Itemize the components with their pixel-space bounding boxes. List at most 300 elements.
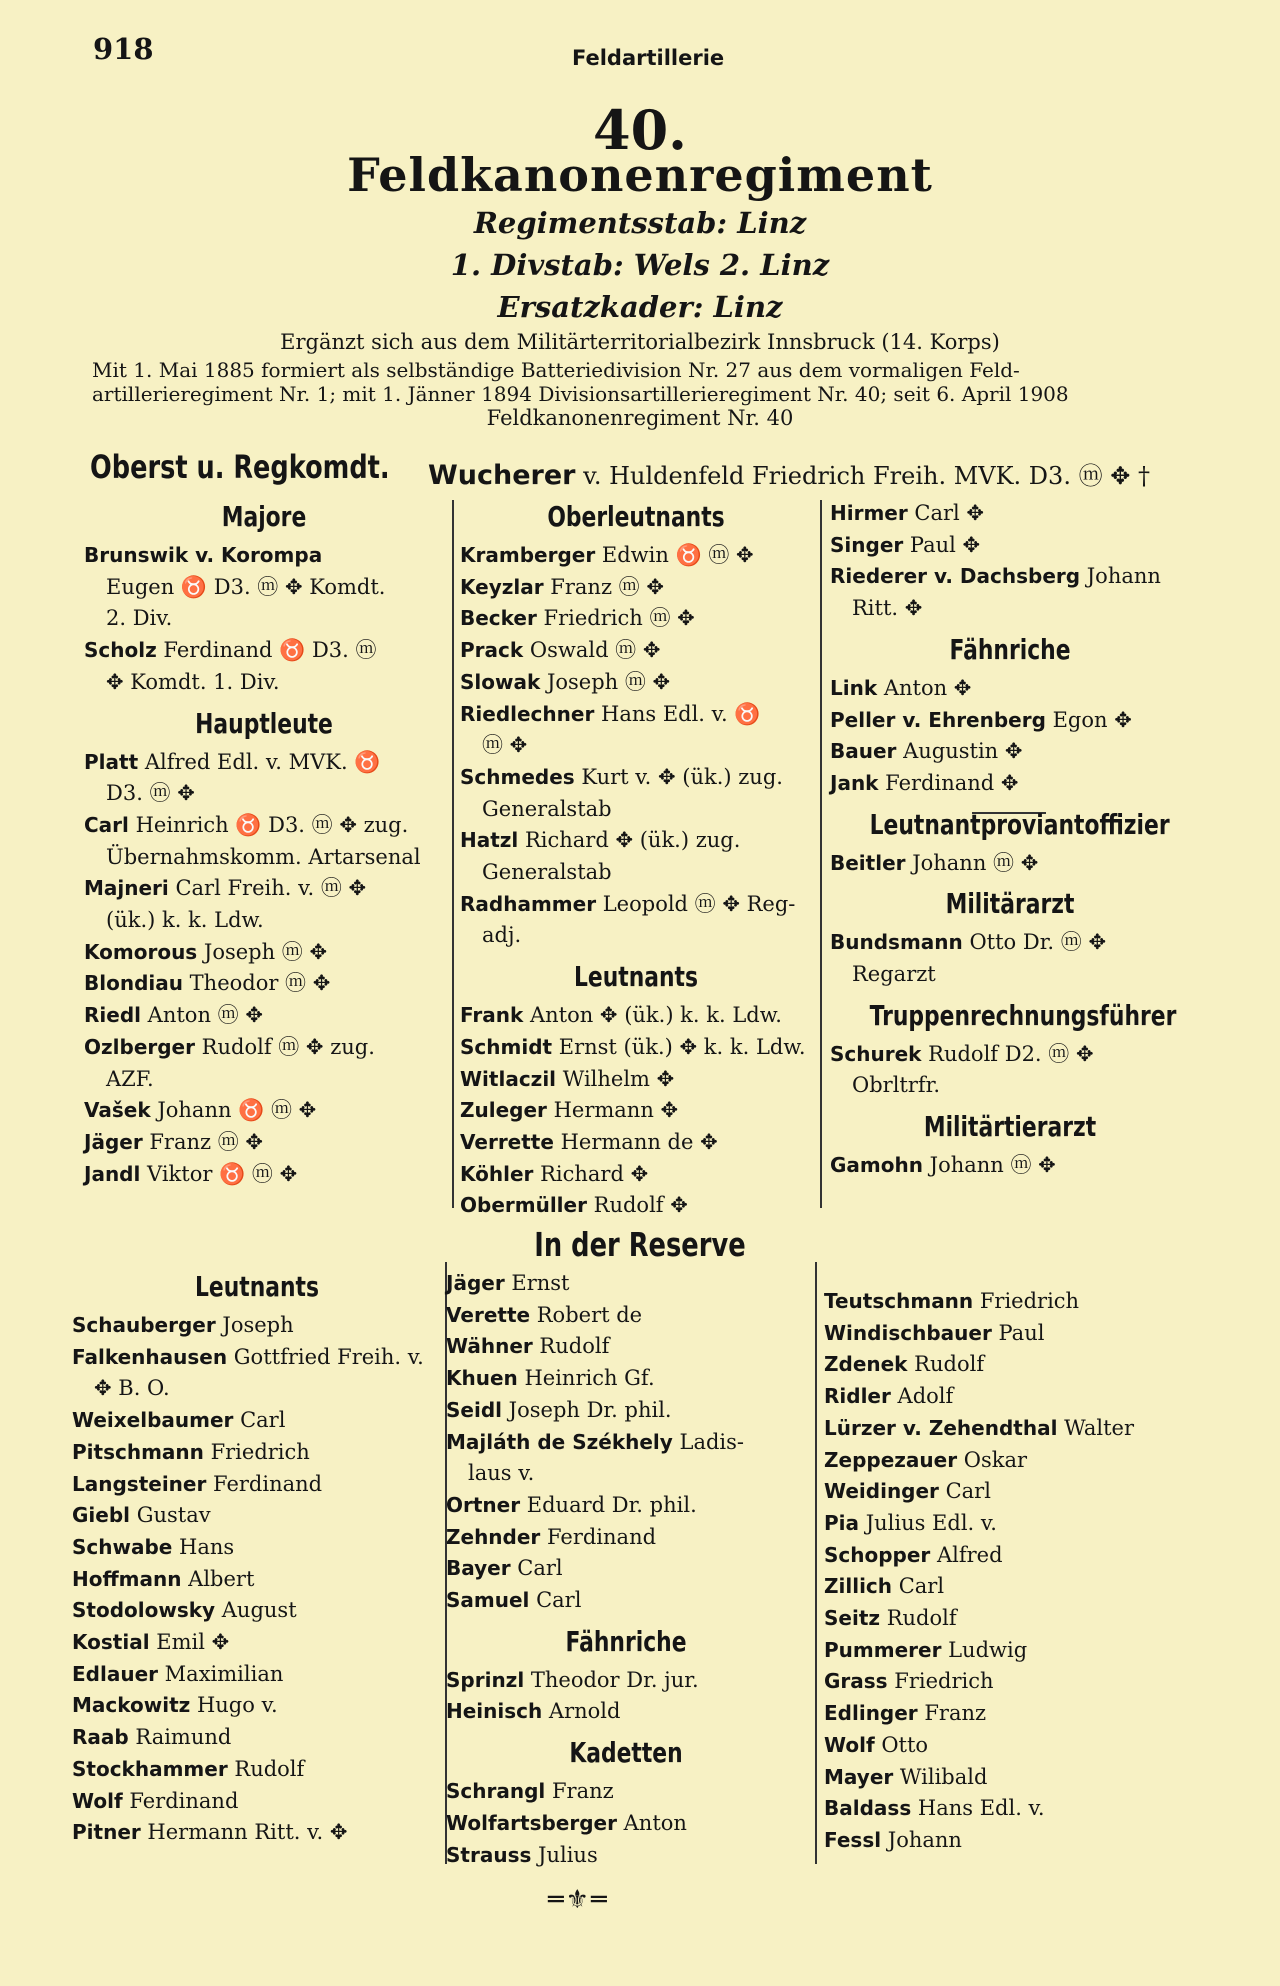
column-leutnants-cont <box>830 498 1190 1182</box>
entry-continuation: Obrltrfr. <box>852 1073 941 1098</box>
surname: Blondiau <box>84 971 183 996</box>
entry-continuation: Regarzt <box>852 962 936 987</box>
section-heading: Oberleutnants <box>547 500 725 533</box>
surname: Singer <box>830 532 904 557</box>
entry-details: Heinrich Gf. <box>517 1366 655 1391</box>
roster-entry <box>460 1064 812 1096</box>
reserve-heading: In der Reserve <box>534 1225 746 1264</box>
entry-continuation: laus v. <box>468 1461 535 1486</box>
entry-details: Hans Edl. v. <box>911 1796 1045 1821</box>
surname: Khuen <box>446 1366 518 1391</box>
roster-entry <box>84 540 444 572</box>
entry-continuation: Generalstab <box>482 796 612 821</box>
surname: Wolf <box>824 1732 875 1757</box>
roster-entry <box>84 1159 444 1191</box>
surname: Wähner <box>446 1334 533 1359</box>
entry-details: Carl <box>892 1574 945 1599</box>
entry-details: Alfred <box>930 1542 1003 1567</box>
commander-name: Wucherer <box>428 460 576 491</box>
entry-continuation: Generalstab <box>482 860 612 885</box>
entry-details: Johann ⓜ ✥ <box>905 850 1039 875</box>
roster-entry <box>460 1095 812 1127</box>
roster-entry <box>824 1603 1184 1635</box>
entry-continuation: Übernahmskomm. Artarsenal <box>106 844 421 869</box>
column-rule <box>815 1262 817 1864</box>
surname: Brunswik v. Korompa <box>84 543 323 567</box>
surname: Schopper <box>824 1542 931 1567</box>
surname: Mackowitz <box>72 1693 191 1718</box>
roster-entry <box>460 1000 812 1032</box>
entry-continuation: ✥ Komdt. 1. Div. <box>106 669 280 694</box>
roster-entry <box>460 1127 812 1159</box>
entry-details: Edwin ♉ ⓜ ✥ <box>595 543 754 567</box>
surname: Obermüller <box>460 1193 587 1218</box>
roster-entry <box>72 1659 442 1691</box>
entry-details: Maximilian <box>158 1661 284 1686</box>
section-heading: Leutnants <box>574 960 698 994</box>
entry-details: Friedrich <box>887 1669 994 1694</box>
roster-entry <box>824 1413 1184 1445</box>
entry-details: Ferdinand ✥ <box>878 770 1019 795</box>
roster-entry <box>830 498 1190 530</box>
surname: Jandl <box>84 1161 141 1186</box>
surname: Raab <box>72 1725 129 1750</box>
section-heading: Truppenrechnungsführer <box>869 998 1177 1032</box>
surname: Baldass <box>824 1796 912 1821</box>
roster-entry <box>72 1532 442 1564</box>
surname: Weidinger <box>824 1479 939 1504</box>
entry-continuation: (ük.) k. k. Ldw. <box>106 908 264 933</box>
roster-entry <box>830 1150 1190 1182</box>
entry-details: Friedrich <box>973 1289 1080 1313</box>
entry-details: Arnold <box>542 1699 621 1724</box>
entry-details: Emil ✥ <box>149 1630 230 1655</box>
surname: Pitschmann <box>72 1439 204 1464</box>
entry-details: Carl ✥ <box>907 501 985 525</box>
running-head: Feldartillerie <box>572 46 725 70</box>
column-oberleutnants <box>460 492 812 1222</box>
surname: Hatzl <box>460 828 519 853</box>
entry-continuation: ✥ B. O. <box>94 1376 170 1401</box>
entry-details: Albert <box>181 1566 255 1591</box>
entry-details: Leopold ⓜ ✥ Reg- <box>596 891 796 916</box>
roster-entry <box>446 1522 806 1554</box>
surname: Scholz <box>84 638 157 663</box>
entry-details: Hans <box>172 1534 235 1559</box>
surname: Jäger <box>84 1129 143 1154</box>
column-reserve-3 <box>824 1286 1184 1857</box>
regiment-name: Feldkanonenregiment <box>347 148 933 202</box>
roster-entry <box>460 1032 812 1064</box>
roster-entry <box>84 1000 444 1032</box>
column-staff-officers <box>84 492 444 1190</box>
surname: Hoffmann <box>72 1566 182 1591</box>
surname: Sprinzl <box>446 1667 525 1692</box>
roster-entry <box>824 1825 1184 1857</box>
history-line: Feldkanonenregiment Nr. 40 <box>486 406 794 430</box>
entry-details: Oswald ⓜ ✥ <box>523 638 661 663</box>
entry-continuation: Eugen ♉ D3. ⓜ ✥ Komdt. <box>106 574 386 599</box>
column-rule <box>452 500 454 1208</box>
entry-details: Carl <box>938 1479 991 1504</box>
surname: Platt <box>84 749 139 774</box>
entry-details: Julius Edl. v. <box>859 1510 997 1535</box>
roster-entry <box>72 1310 442 1342</box>
roster-entry <box>824 1635 1184 1667</box>
entry-details: Ernst (ük.) ✥ k. k. Ldw. <box>552 1034 806 1059</box>
entry-details: Johann ⓜ ✥ <box>922 1153 1056 1178</box>
recruitment-note: Ergänzt sich aus dem Militärterritorialbezirk Innsbruck (14. Korps) <box>280 330 1000 354</box>
roster-entry <box>460 603 812 635</box>
surname: Verette <box>446 1302 531 1327</box>
entry-details: Joseph Dr. phil. <box>502 1397 672 1422</box>
roster-entry <box>72 1469 442 1501</box>
entry-continuation: ⓜ ✥ <box>482 733 528 758</box>
roster-entry <box>460 889 812 921</box>
entry-details: Theodor ⓜ ✥ <box>182 971 331 996</box>
surname: Jank <box>830 770 879 795</box>
roster-entry <box>824 1476 1184 1508</box>
entry-details: Anton <box>616 1810 687 1835</box>
entry-details: Friedrich ⓜ ✥ <box>536 606 695 631</box>
entry-details: Otto Dr. ⓜ ✥ <box>962 930 1107 955</box>
roster-entry <box>72 1754 442 1786</box>
surname: Edlauer <box>72 1661 158 1686</box>
history-line: Mit 1. Mai 1885 formiert als selbständige Batteriedivision Nr. 27 aus dem vormaligen Feld- <box>92 358 1020 382</box>
entry-details: Raimund <box>128 1725 232 1750</box>
roster-entry <box>830 705 1190 737</box>
entry-details: Rudolf <box>880 1606 957 1631</box>
regiment-number: 40. <box>593 98 687 162</box>
entry-details: Carl Freih. v. ⓜ ✥ <box>168 876 367 901</box>
roster-entry <box>460 667 812 699</box>
roster-entry <box>72 1690 442 1722</box>
section-heading: Fähnriche <box>949 632 1071 666</box>
surname: Kostial <box>72 1630 150 1655</box>
roster-entry <box>824 1540 1184 1572</box>
entry-details: Julius <box>531 1842 598 1867</box>
entry-continuation: 2. Div. <box>106 606 173 631</box>
surname: Fessl <box>824 1827 882 1852</box>
section-heading: Leutnantproviantoffizier <box>869 807 1170 841</box>
entry-details: Robert de <box>530 1302 643 1327</box>
section-heading: Majore <box>221 500 307 533</box>
roster-entry <box>446 1776 806 1808</box>
surname: Schmidt <box>460 1034 553 1059</box>
surname: Frank <box>460 1003 524 1028</box>
surname: Teutschmann <box>824 1289 974 1313</box>
surname: Zillich <box>824 1574 893 1599</box>
roster-entry <box>72 1437 442 1469</box>
entry-details: Paul ✥ <box>903 532 981 557</box>
column-rule <box>820 500 822 1208</box>
roster-entry <box>824 1762 1184 1794</box>
roster-entry <box>824 1730 1184 1762</box>
entry-details: Anton ✥ <box>877 675 972 700</box>
surname: Weixelbaumer <box>72 1408 234 1433</box>
roster-entry <box>84 747 444 779</box>
entry-details: Hermann Ritt. v. ✥ <box>140 1820 348 1845</box>
entry-details: Heinrich ♉ D3. ⓜ ✥ zug. <box>128 812 409 837</box>
roster-entry <box>824 1318 1184 1350</box>
section-heading: Fähnriche <box>565 1624 687 1658</box>
entry-details: Ferdinand <box>540 1524 657 1549</box>
roster-entry <box>460 825 812 857</box>
roster-entry <box>446 1268 806 1300</box>
roster-entry <box>72 1722 442 1754</box>
roster-entry <box>72 1627 442 1659</box>
entry-details: Eduard Dr. phil. <box>520 1492 697 1517</box>
roster-entry <box>824 1698 1184 1730</box>
roster-entry <box>460 699 812 731</box>
surname: Majneri <box>84 876 169 901</box>
column-reserve-2 <box>446 1268 806 1871</box>
surname: Seitz <box>824 1606 881 1631</box>
surname: Ortner <box>446 1492 521 1517</box>
roster-entry <box>460 1159 812 1191</box>
entry-details: Richard ✥ (ük.) zug. <box>518 828 741 853</box>
entry-details: Wilibald <box>893 1764 988 1789</box>
roster-entry <box>446 1553 806 1585</box>
surname: Köhler <box>460 1161 534 1186</box>
entry-details: Carl <box>529 1588 582 1613</box>
surname: Jäger <box>446 1271 505 1295</box>
surname: Keyzlar <box>460 574 544 599</box>
entry-details: Walter <box>1057 1415 1134 1440</box>
commander-title: Oberst u. Regkomdt. <box>90 448 390 486</box>
entry-details: Anton ⓜ ✥ <box>141 1003 263 1028</box>
roster-entry <box>824 1571 1184 1603</box>
staff-line: Ersatzkader: Linz <box>497 290 783 324</box>
roster-entry <box>830 848 1190 880</box>
roster-entry <box>460 540 812 572</box>
roster-entry <box>824 1508 1184 1540</box>
surname: Schwabe <box>72 1534 173 1559</box>
roster-entry <box>824 1793 1184 1825</box>
surname: Pummerer <box>824 1637 942 1662</box>
surname: Zeppezauer <box>824 1447 958 1472</box>
surname: Pia <box>824 1510 860 1535</box>
entry-details: Joseph <box>215 1313 294 1337</box>
entry-details: Joseph ⓜ ✥ <box>197 939 328 964</box>
roster-entry <box>72 1595 442 1627</box>
surname: Wolfartsberger <box>446 1810 617 1835</box>
entry-details: Johann <box>881 1827 962 1852</box>
roster-entry <box>72 1564 442 1596</box>
roster-entry <box>830 927 1190 959</box>
entry-continuation: D3. ⓜ ✥ <box>106 781 195 806</box>
roster-entry <box>84 1127 444 1159</box>
surname: Prack <box>460 638 524 663</box>
entry-details: Franz <box>545 1779 614 1804</box>
surname: Riederer v. Dachsberg <box>830 564 1081 589</box>
entry-details: Johann <box>1080 564 1161 589</box>
surname: Verrette <box>460 1129 554 1154</box>
surname: Strauss <box>446 1842 532 1867</box>
history-line: artillerieregiment Nr. 1; mit 1. Jänner 1894 Divisionsartillerieregiment Nr. 40; seit 6. April 1908 <box>92 382 1069 406</box>
ornament: ═⚜═ <box>548 1885 609 1915</box>
entry-details: Ferdinand ♉ D3. ⓜ <box>156 638 377 663</box>
surname: Majláth de Székhely <box>446 1429 673 1454</box>
entry-details: Rudolf D2. ⓜ ✥ <box>921 1041 1094 1066</box>
surname: Beitler <box>830 850 906 875</box>
entry-details: Ferdinand <box>122 1788 239 1813</box>
roster-entry <box>830 768 1190 800</box>
surname: Riedlechner <box>460 701 595 726</box>
entry-details: Gottfried Freih. v. <box>227 1344 424 1369</box>
surname: Grass <box>824 1669 888 1694</box>
entry-details: Anton ✥ (ük.) k. k. Ldw. <box>523 1003 782 1028</box>
entry-details: Adolf <box>890 1384 954 1409</box>
surname: Ridler <box>824 1384 891 1409</box>
entry-continuation: Ritt. ✥ <box>852 596 923 621</box>
entry-details: Carl <box>233 1408 286 1433</box>
roster-entry <box>446 1490 806 1522</box>
entry-details: August <box>215 1598 297 1623</box>
roster-entry <box>460 1190 812 1222</box>
entry-details: Johann ♉ ⓜ ✥ <box>150 1098 317 1123</box>
roster-entry <box>446 1363 806 1395</box>
section-heading: Militärarzt <box>945 887 1075 921</box>
surname: Samuel <box>446 1588 530 1613</box>
page-number: 918 <box>93 32 154 66</box>
entry-continuation: adj. <box>482 923 522 948</box>
entry-details: Rudolf <box>227 1756 305 1781</box>
roster-entry <box>460 762 812 794</box>
entry-details: Franz ⓜ ✥ <box>543 574 664 599</box>
roster-entry <box>824 1349 1184 1381</box>
roster-entry <box>446 1696 806 1728</box>
surname: Stockhammer <box>72 1756 228 1781</box>
surname: Witlaczil <box>460 1066 557 1091</box>
surname: Link <box>830 675 878 700</box>
roster-entry <box>830 673 1190 705</box>
surname: Schauberger <box>72 1313 216 1337</box>
roster-entry <box>84 1095 444 1127</box>
surname: Falkenhausen <box>72 1344 228 1369</box>
section-heading: Hauptleute <box>195 706 333 740</box>
surname: Gamohn <box>830 1153 923 1178</box>
roster-entry <box>84 873 444 905</box>
roster-entry <box>446 1808 806 1840</box>
surname: Mayer <box>824 1764 894 1789</box>
roster-entry <box>446 1300 806 1332</box>
entry-details: Hugo v. <box>190 1693 278 1718</box>
roster-entry <box>824 1381 1184 1413</box>
surname: Langsteiner <box>72 1471 207 1496</box>
roster-entry <box>460 635 812 667</box>
roster-entry <box>84 968 444 1000</box>
roster-entry <box>830 530 1190 562</box>
surname: Ozlberger <box>84 1034 195 1059</box>
roster-entry <box>84 635 444 667</box>
entry-details: Ladis- <box>672 1429 745 1454</box>
roster-entry <box>446 1585 806 1617</box>
entry-details: Hermann de ✥ <box>553 1129 718 1154</box>
surname: Zuleger <box>460 1098 547 1123</box>
roster-entry <box>72 1405 442 1437</box>
surname: Lürzer v. Zehendthal <box>824 1415 1058 1440</box>
surname: Edlinger <box>824 1701 918 1726</box>
surname: Peller v. Ehrenberg <box>830 707 1046 732</box>
entry-details: Alfred Edl. v. MVK. ♉ <box>138 749 381 774</box>
entry-details: Kurt v. ✥ (ük.) zug. <box>574 764 783 789</box>
roster-entry <box>84 1032 444 1064</box>
roster-entry <box>72 1342 442 1374</box>
roster-entry <box>830 736 1190 768</box>
entry-details: Theodor Dr. jur. <box>524 1667 699 1692</box>
entry-details: Rudolf ✥ <box>586 1193 688 1218</box>
entry-details: Carl <box>510 1556 563 1581</box>
surname: Zdenek <box>824 1352 908 1377</box>
entry-details: Ludwig <box>941 1637 1028 1662</box>
surname: Carl <box>84 812 129 837</box>
surname: Giebl <box>72 1503 131 1528</box>
entry-details: Joseph ⓜ ✥ <box>540 669 671 694</box>
surname: Komorous <box>84 939 198 964</box>
entry-details: Hans Edl. v. ♉ <box>594 701 761 726</box>
surname: Kramberger <box>460 543 596 567</box>
entry-details: Viktor ♉ ⓜ ✥ <box>140 1161 298 1186</box>
roster-entry <box>84 810 444 842</box>
surname: Bayer <box>446 1556 511 1581</box>
section-heading: Militärtierarzt <box>923 1110 1097 1144</box>
entry-details: Friedrich <box>203 1439 310 1464</box>
entry-details: Rudolf <box>907 1352 985 1377</box>
surname: Schmedes <box>460 764 575 789</box>
surname: Hirmer <box>830 501 908 525</box>
staff-line: Regimentsstab: Linz <box>473 206 807 240</box>
entry-details: Ferdinand <box>206 1471 323 1496</box>
entry-details: Paul <box>991 1320 1045 1345</box>
roster-entry <box>72 1500 442 1532</box>
surname: Windischbauer <box>824 1320 992 1345</box>
roster-entry <box>824 1445 1184 1477</box>
surname: Riedl <box>84 1003 141 1028</box>
entry-details: Franz <box>917 1701 987 1726</box>
surname: Bauer <box>830 739 897 764</box>
surname: Wolf <box>72 1788 123 1813</box>
entry-details: Gustav <box>130 1503 211 1528</box>
surname: Pitner <box>72 1820 141 1845</box>
surname: Schurek <box>830 1041 922 1066</box>
surname: Becker <box>460 606 537 631</box>
roster-entry <box>84 937 444 969</box>
entry-details: Ernst <box>504 1271 570 1295</box>
roster-entry <box>824 1286 1184 1318</box>
roster-entry <box>830 1039 1190 1071</box>
surname: Slowak <box>460 669 541 694</box>
roster-entry <box>460 572 812 604</box>
roster-entry <box>72 1786 442 1818</box>
entry-details: Otto <box>874 1732 929 1757</box>
entry-details: Richard ✥ <box>533 1161 649 1186</box>
surname: Schrangl <box>446 1779 546 1804</box>
roster-entry <box>824 1666 1184 1698</box>
surname: Heinisch <box>446 1699 543 1724</box>
surname: Radhammer <box>460 891 597 916</box>
entry-details: Oskar <box>957 1447 1028 1472</box>
staff-line: 1. Divstab: Wels 2. Linz <box>450 248 830 282</box>
entry-details: Wilhelm ✥ <box>556 1066 675 1091</box>
roster-entry <box>446 1331 806 1363</box>
roster-entry <box>446 1665 806 1697</box>
column-reserve-1 <box>72 1262 442 1849</box>
entry-details: Hermann ✥ <box>546 1098 679 1123</box>
surname: Zehnder <box>446 1524 541 1549</box>
entry-details: Rudolf <box>532 1334 610 1359</box>
surname: Stodolowsky <box>72 1598 216 1623</box>
